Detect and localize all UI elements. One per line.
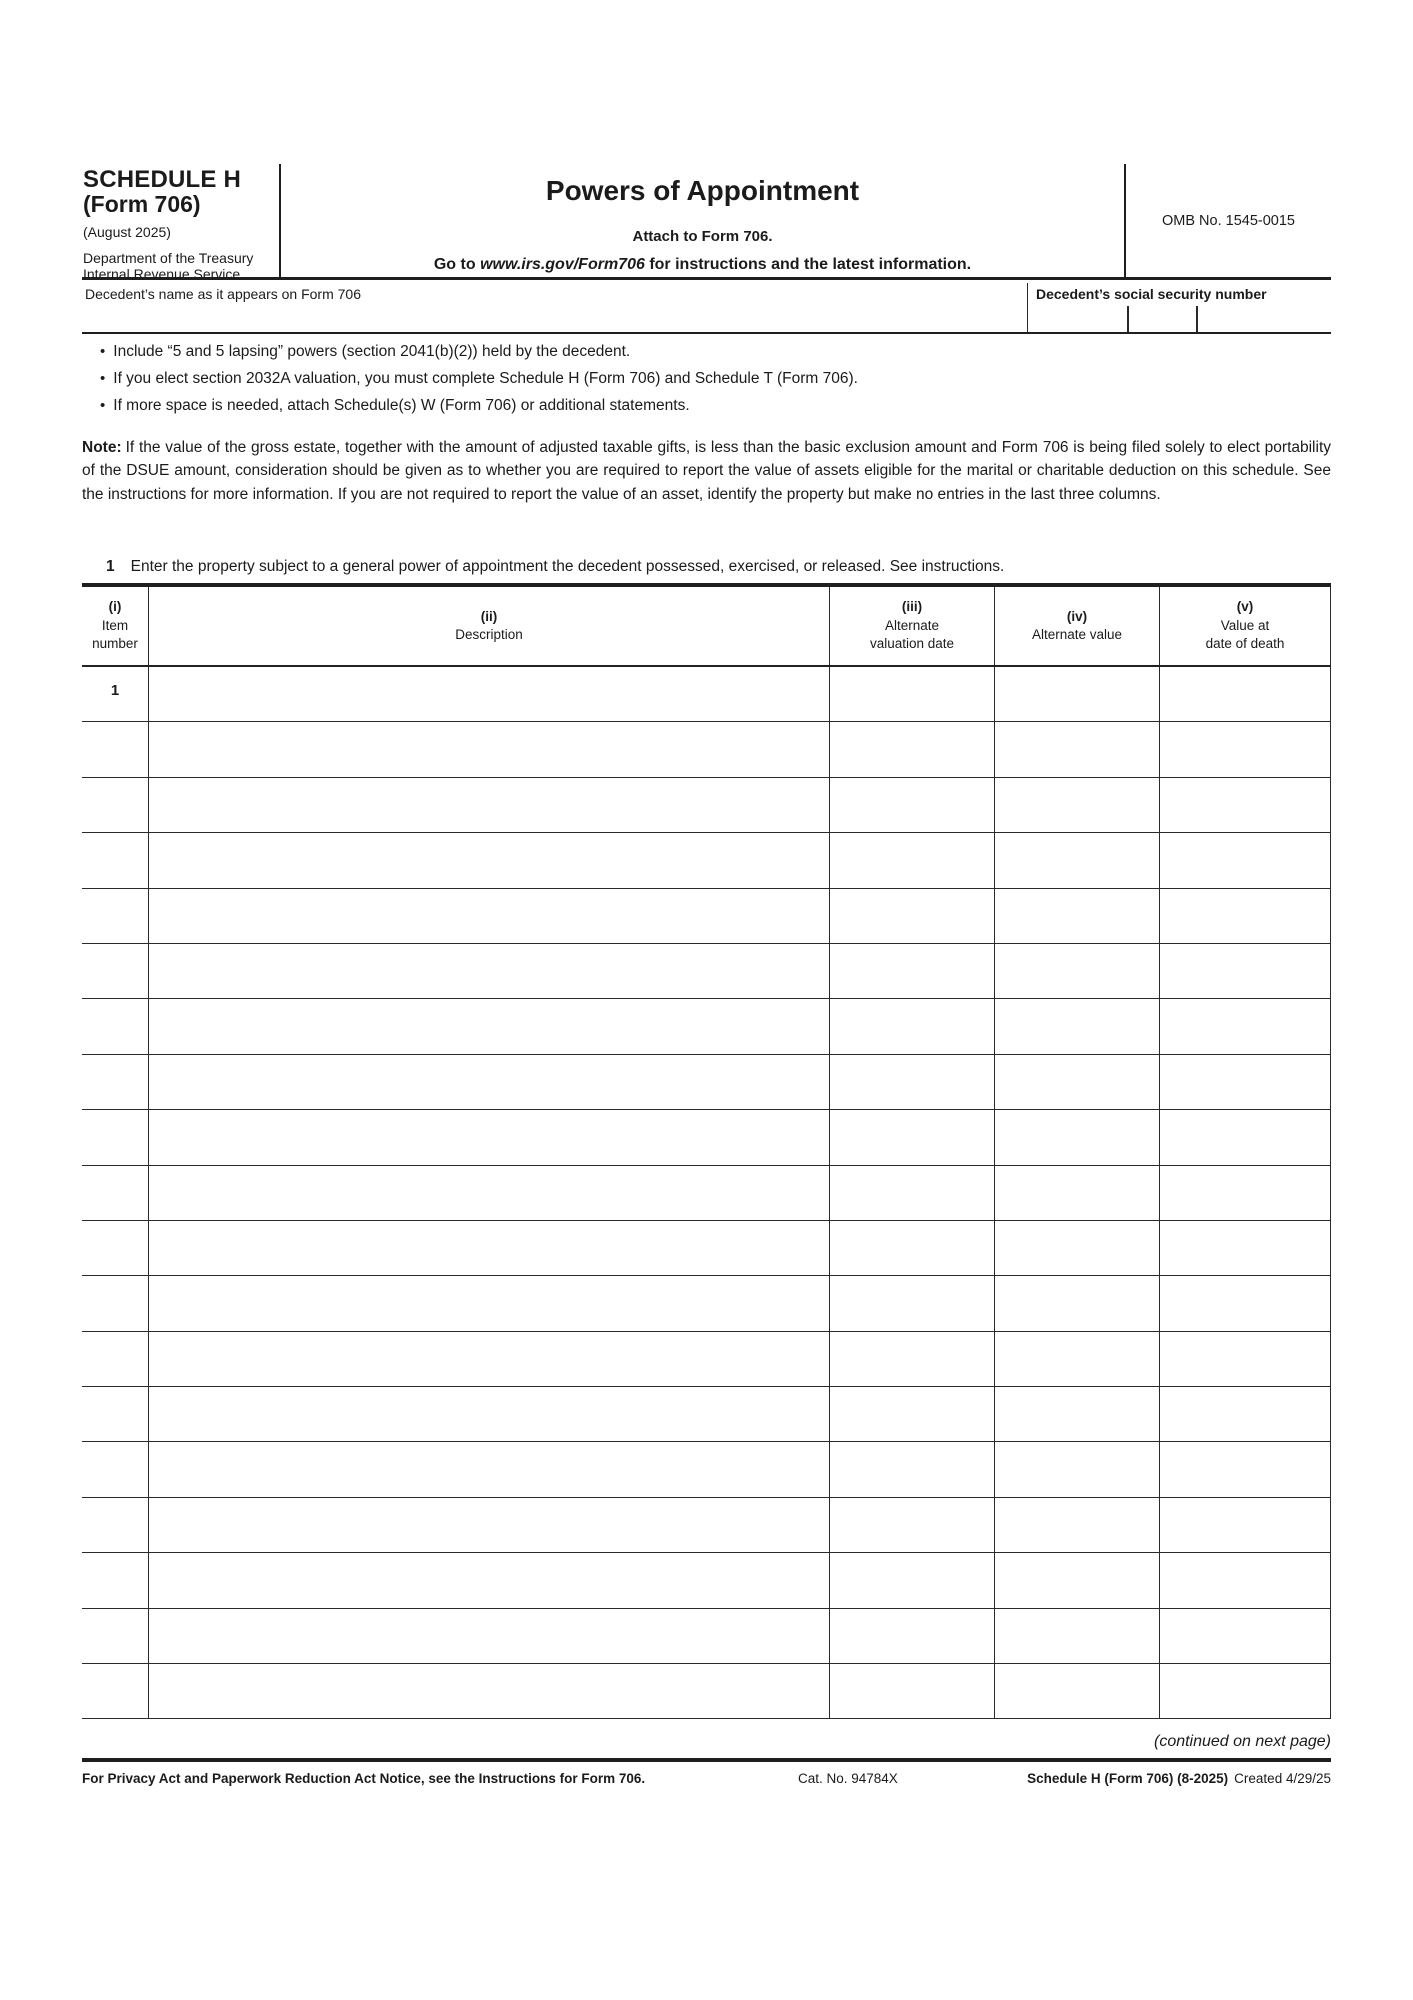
- table-row: [82, 722, 1331, 777]
- table-row: [82, 1553, 1331, 1608]
- column-header-i: [82, 587, 149, 665]
- revision-date: (August 2025): [83, 224, 171, 240]
- cell-alt_value-row15[interactable]: [995, 1442, 1160, 1496]
- cell-alt_date-row18[interactable]: [830, 1609, 995, 1663]
- table-row: [82, 833, 1331, 888]
- table-row: [82, 1609, 1331, 1664]
- cell-alt_date-row3[interactable]: [830, 778, 995, 832]
- table-row: [82, 1332, 1331, 1387]
- cell-alt_date-row1[interactable]: [830, 667, 995, 721]
- note-text: If the value of the gross estate, together with the amount of adjusted taxable gifts, is less than the basic exclusion amount and Form 706 is being filed solely to elect portability of the DSUE amount, consideration should be given as to whether you are required to report the value of assets eligible for the marital or charitable deduction on this schedule. See the instructions for more information. If you are not required to report the value of an asset, identify the property but make no entries in the last three columns.: [82, 439, 1331, 503]
- catalog-number: Cat. No. 94784X: [798, 1771, 898, 1786]
- cell-item-row14[interactable]: [82, 1387, 149, 1441]
- bullet-icon: •: [100, 397, 106, 414]
- table-header-row: [82, 583, 1331, 667]
- privacy-act-notice: For Privacy Act and Paperwork Reduction Act Notice, see the Instructions for Form 706.: [82, 1771, 646, 1786]
- cell-description-row18[interactable]: [149, 1609, 830, 1663]
- table-row: [82, 1055, 1331, 1110]
- cell-item-row9[interactable]: [82, 1110, 149, 1164]
- cell-alt_date-row13[interactable]: [830, 1332, 995, 1386]
- table-row: [82, 1276, 1331, 1331]
- table-row: [82, 667, 1331, 722]
- table-row: [82, 944, 1331, 999]
- table-row: [82, 1442, 1331, 1497]
- column-label-line: Item: [101, 617, 129, 633]
- cell-alt_value-row11[interactable]: [995, 1221, 1160, 1275]
- column-header-iv: [995, 587, 1160, 665]
- cell-alt_value-row5[interactable]: [995, 889, 1160, 943]
- attach-instruction: Attach to Form 706.: [632, 228, 773, 245]
- cell-description-row2[interactable]: [149, 722, 830, 776]
- table-row: [82, 1110, 1331, 1165]
- decedent-ssn-field[interactable]: [1028, 283, 1331, 332]
- cell-alt_value-row4[interactable]: [995, 833, 1160, 887]
- column-tag: (iv): [1066, 608, 1088, 624]
- cell-death_value-row1[interactable]: [1160, 667, 1331, 721]
- ssn-separator: [1196, 306, 1198, 332]
- bullet-item: [82, 392, 1331, 419]
- cell-item-row5[interactable]: [82, 889, 149, 943]
- cell-death_value-row2[interactable]: [1160, 722, 1331, 776]
- cell-item-row1[interactable]: 1: [82, 667, 149, 721]
- cell-death_value-row4[interactable]: [1160, 833, 1331, 887]
- cell-item-row12[interactable]: [82, 1276, 149, 1330]
- cell-alt_value-row16[interactable]: [995, 1498, 1160, 1552]
- cell-death_value-row16[interactable]: [1160, 1498, 1331, 1552]
- cell-alt_date-row14[interactable]: [830, 1387, 995, 1441]
- cell-description-row17[interactable]: [149, 1553, 830, 1607]
- cell-description-row1[interactable]: [149, 667, 830, 721]
- column-header-iii: [830, 587, 995, 665]
- schedule-id-text: Schedule H (Form 706) (8-2025): [1027, 1771, 1229, 1786]
- column-tag: (i): [108, 599, 122, 615]
- cell-item-row11[interactable]: [82, 1221, 149, 1275]
- cell-item-row17[interactable]: [82, 1553, 149, 1607]
- cell-description-row14[interactable]: [149, 1387, 830, 1441]
- table-row: [82, 778, 1331, 833]
- cell-item-row10[interactable]: [82, 1166, 149, 1220]
- cell-death_value-row17[interactable]: [1160, 1553, 1331, 1607]
- cell-alt_date-row11[interactable]: [830, 1221, 995, 1275]
- form-header: [82, 164, 1331, 280]
- cell-death_value-row3[interactable]: [1160, 778, 1331, 832]
- cell-item-row4[interactable]: [82, 833, 149, 887]
- cell-item-row18[interactable]: [82, 1609, 149, 1663]
- bullet-icon: •: [100, 343, 106, 360]
- cell-alt_value-row8[interactable]: [995, 1055, 1160, 1109]
- cell-alt_date-row2[interactable]: [830, 722, 995, 776]
- cell-description-row15[interactable]: [149, 1442, 830, 1496]
- column-tag: (v): [1236, 599, 1254, 615]
- cell-alt_value-row18[interactable]: [995, 1609, 1160, 1663]
- cell-death_value-row18[interactable]: [1160, 1609, 1331, 1663]
- cell-alt_value-row14[interactable]: [995, 1387, 1160, 1441]
- cell-alt_value-row19[interactable]: [995, 1664, 1160, 1718]
- cell-item-row16[interactable]: [82, 1498, 149, 1552]
- cell-alt_date-row5[interactable]: [830, 889, 995, 943]
- instruction-bullets: [82, 338, 1331, 419]
- column-header-v: [1160, 587, 1331, 665]
- cell-description-row10[interactable]: [149, 1166, 830, 1220]
- cell-alt_value-row1[interactable]: [995, 667, 1160, 721]
- cell-description-row5[interactable]: [149, 889, 830, 943]
- column-tag: (ii): [480, 608, 498, 624]
- decedent-name-field[interactable]: [82, 283, 1028, 332]
- cell-description-row4[interactable]: [149, 833, 830, 887]
- footer-schedule-id: [1027, 1771, 1331, 1786]
- form-title-block: [281, 164, 1124, 277]
- schedule-title: SCHEDULE H: [83, 166, 242, 193]
- table-row: [82, 1498, 1331, 1553]
- page-title: Powers of Appointment: [545, 175, 860, 206]
- ssn-separator: [1127, 306, 1129, 332]
- cell-alt_value-row9[interactable]: [995, 1110, 1160, 1164]
- column-tag: (iii): [901, 599, 923, 615]
- table-row: [82, 1664, 1331, 1719]
- note-label: Note:: [82, 439, 122, 456]
- column-header-ii: [149, 587, 830, 665]
- goto-suffix: for instructions and the latest information.: [644, 256, 972, 273]
- cell-description-row8[interactable]: [149, 1055, 830, 1109]
- column-label-line: Alternate: [884, 617, 940, 633]
- line-1-instruction: [82, 557, 1331, 577]
- bullet-item: [82, 338, 1331, 365]
- column-label-line: date of death: [1205, 636, 1285, 652]
- cell-death_value-row8[interactable]: [1160, 1055, 1331, 1109]
- property-table: [82, 583, 1331, 1719]
- cell-alt_date-row15[interactable]: [830, 1442, 995, 1496]
- cell-item-row7[interactable]: [82, 999, 149, 1053]
- table-body: [82, 667, 1331, 1719]
- cell-alt_value-row3[interactable]: [995, 778, 1160, 832]
- page-footer: [82, 1771, 1331, 1791]
- cell-item-row8[interactable]: [82, 1055, 149, 1109]
- cell-alt_date-row7[interactable]: [830, 999, 995, 1053]
- table-row: [82, 999, 1331, 1054]
- goto-prefix: Go to: [433, 256, 481, 273]
- irs-url: www.irs.gov/Form706: [480, 256, 645, 273]
- cell-item-row2[interactable]: [82, 722, 149, 776]
- cell-alt_value-row7[interactable]: [995, 999, 1160, 1053]
- cell-alt_value-row12[interactable]: [995, 1276, 1160, 1330]
- bullet-text: Include “5 and 5 lapsing” powers (section 2041(b)(2)) held by the decedent.: [113, 343, 631, 360]
- cell-description-row9[interactable]: [149, 1110, 830, 1164]
- cell-alt_value-row13[interactable]: [995, 1332, 1160, 1386]
- cell-death_value-row7[interactable]: [1160, 999, 1331, 1053]
- cell-item-row6[interactable]: [82, 944, 149, 998]
- agency-line-2: Internal Revenue Service: [83, 266, 241, 282]
- cell-death_value-row15[interactable]: [1160, 1442, 1331, 1496]
- column-label-line: Value at: [1220, 617, 1270, 633]
- cell-alt_date-row12[interactable]: [830, 1276, 995, 1330]
- table-row: [82, 1387, 1331, 1442]
- decedent-ssn-label: Decedent’s social security number: [1036, 286, 1267, 302]
- cell-death_value-row14[interactable]: [1160, 1387, 1331, 1441]
- cell-death_value-row19[interactable]: [1160, 1664, 1331, 1718]
- cell-alt_date-row4[interactable]: [830, 833, 995, 887]
- cell-alt_date-row16[interactable]: [830, 1498, 995, 1552]
- cell-death_value-row12[interactable]: [1160, 1276, 1331, 1330]
- cell-alt_date-row9[interactable]: [830, 1110, 995, 1164]
- omb-block: [1124, 164, 1331, 277]
- cell-description-row3[interactable]: [149, 778, 830, 832]
- cell-death_value-row13[interactable]: [1160, 1332, 1331, 1386]
- cell-description-row11[interactable]: [149, 1221, 830, 1275]
- continued-note: (continued on next page): [1153, 1733, 1331, 1750]
- cell-alt_date-row6[interactable]: [830, 944, 995, 998]
- column-label-line: Alternate value: [1031, 627, 1123, 642]
- line-1-number: 1: [106, 558, 115, 575]
- decedent-row: [82, 283, 1331, 334]
- cell-description-row12[interactable]: [149, 1276, 830, 1330]
- bullet-icon: •: [100, 370, 106, 387]
- goto-instruction: [281, 255, 1124, 275]
- cell-death_value-row5[interactable]: [1160, 889, 1331, 943]
- cell-alt_date-row10[interactable]: [830, 1166, 995, 1220]
- form-number: (Form 706): [83, 191, 201, 217]
- table-row: [82, 889, 1331, 944]
- table-row: [82, 1221, 1331, 1276]
- cell-item-row19[interactable]: [82, 1664, 149, 1718]
- cell-alt_value-row10[interactable]: [995, 1166, 1160, 1220]
- bullet-text: If you elect section 2032A valuation, you must complete Schedule H (Form 706) and Schedule T (Form 706).: [113, 370, 858, 387]
- column-label-line: valuation date: [869, 636, 955, 652]
- agency-name: [83, 250, 273, 282]
- created-date: Created 4/29/25: [1234, 1771, 1331, 1786]
- cell-description-row16[interactable]: [149, 1498, 830, 1552]
- cell-alt_date-row17[interactable]: [830, 1553, 995, 1607]
- cell-description-row6[interactable]: [149, 944, 830, 998]
- cell-item-row13[interactable]: [82, 1332, 149, 1386]
- bullet-item: [82, 365, 1331, 392]
- column-label-line: Description: [455, 627, 523, 642]
- form-id-block: [82, 164, 281, 282]
- footer-rule: [82, 1758, 1331, 1762]
- decedent-name-label: Decedent’s name as it appears on Form 706: [85, 286, 362, 302]
- cell-death_value-row11[interactable]: [1160, 1221, 1331, 1275]
- cell-death_value-row10[interactable]: [1160, 1166, 1331, 1220]
- cell-alt_value-row6[interactable]: [995, 944, 1160, 998]
- table-row: [82, 1166, 1331, 1221]
- line-1-text: Enter the property subject to a general power of appointment the decedent possessed, exercised, or released. See instructions.: [130, 558, 1005, 575]
- omb-number: OMB No. 1545-0015: [1162, 212, 1295, 229]
- cell-alt_date-row8[interactable]: [830, 1055, 995, 1109]
- cell-item-row15[interactable]: [82, 1442, 149, 1496]
- cell-description-row7[interactable]: [149, 999, 830, 1053]
- column-label-line: number: [92, 636, 138, 652]
- cell-alt_date-row19[interactable]: [830, 1664, 995, 1718]
- cell-alt_value-row17[interactable]: [995, 1553, 1160, 1607]
- bullet-text: If more space is needed, attach Schedule(s) W (Form 706) or additional statements.: [113, 397, 690, 414]
- cell-description-row13[interactable]: [149, 1332, 830, 1386]
- cell-death_value-row9[interactable]: [1160, 1110, 1331, 1164]
- cell-death_value-row6[interactable]: [1160, 944, 1331, 998]
- note-paragraph: [82, 436, 1331, 506]
- cell-description-row19[interactable]: [149, 1664, 830, 1718]
- cell-item-row3[interactable]: [82, 778, 149, 832]
- agency-line-1: Department of the Treasury: [83, 250, 254, 266]
- cell-alt_value-row2[interactable]: [995, 722, 1160, 776]
